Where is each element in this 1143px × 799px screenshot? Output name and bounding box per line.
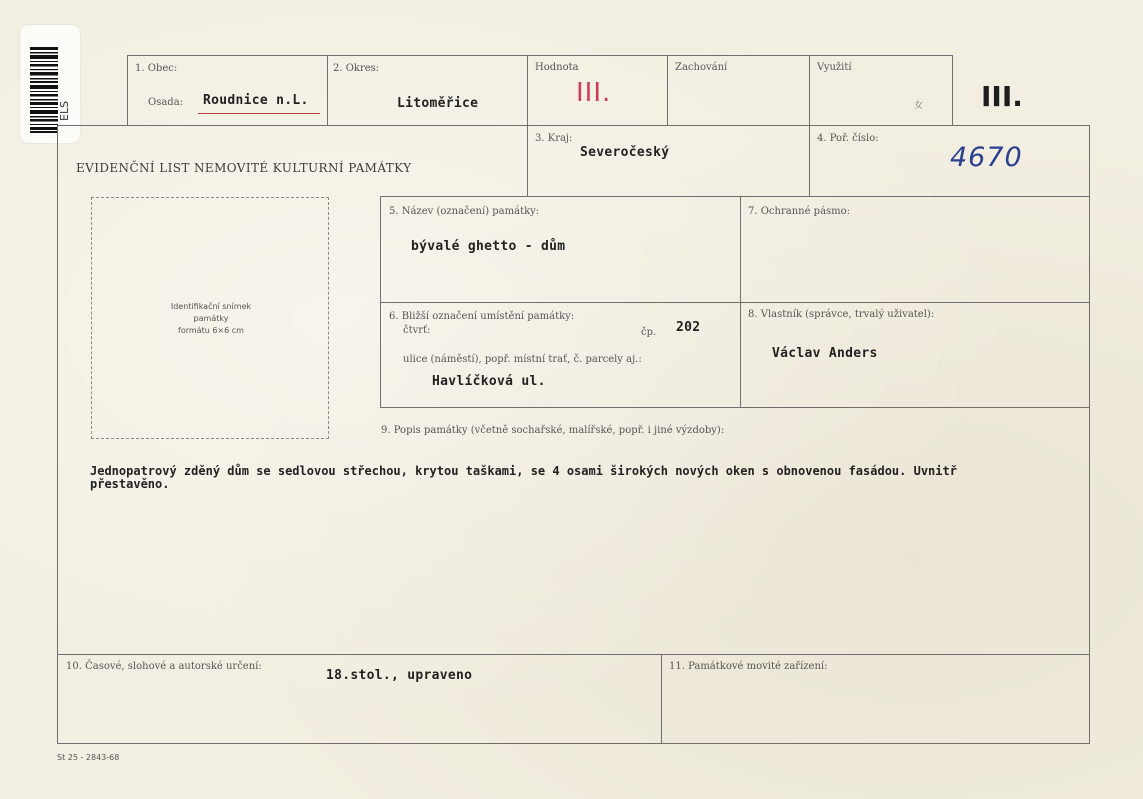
ochranne-pasmo-label: 7. Ochranné pásmo: — [748, 206, 851, 217]
popis-label: 9. Popis památky (včetně sochařské, malířské, popř. i jiné výzdoby): — [381, 425, 725, 436]
movite-zarizeni-label: 11. Památkové movité zařízení: — [669, 661, 828, 672]
form-title: EVIDENČNÍ LIST NEMOVITÉ KULTURNÍ PAMÁTKY — [76, 161, 412, 175]
kraj-label: 3. Kraj: — [535, 133, 573, 144]
por-cislo-value: 4670 — [950, 142, 1023, 173]
cp-label: čp. — [641, 327, 657, 338]
osada-label: Osada: — [148, 97, 184, 108]
vlastnik-label: 8. Vlastník (správce, trvalý uživatel): — [748, 309, 935, 320]
photo-label-line2: památky — [193, 314, 229, 323]
hodnota-label: Hodnota — [535, 62, 579, 73]
barcode-icon — [30, 47, 58, 133]
hodnota-value: III. — [576, 78, 612, 108]
footer-code: St 25 - 2843-68 — [57, 753, 120, 762]
zachovani-label: Zachování — [675, 62, 728, 73]
vyuziti-label: Využití — [817, 62, 852, 73]
popis-line1: Jednopatrový zděný dům se sedlovou střechou, krytou taškami, se 4 osami širokých nových oken s obnovenou fasádou. Uvnitř — [90, 464, 957, 478]
photo-label-line3: formátu 6×6 cm — [178, 326, 244, 335]
ulice-label: ulice (náměstí), popř. místní trať, č. parcely aj.: — [403, 354, 642, 365]
vlastnik-value: Václav Anders — [772, 346, 878, 361]
nazev-label: 5. Název (označení) památky: — [389, 206, 540, 217]
casove-value: 18.stol., upraveno — [326, 668, 473, 683]
barcode-label: ELS — [58, 100, 71, 121]
photo-label-line1: Identifikační snímek — [170, 302, 252, 311]
umisteni-label: 6. Bližší označení umístění památky: — [389, 311, 575, 322]
class-value: III. — [981, 80, 1023, 113]
photo-placeholder — [91, 197, 329, 439]
obec-label: 1. Obec: — [135, 63, 178, 74]
casove-label: 10. Časové, slohové a autorské určení: — [66, 661, 262, 672]
osada-value: Roudnice n.L. — [203, 93, 309, 108]
osada-underline — [198, 113, 320, 114]
cp-value: 202 — [676, 320, 701, 335]
nazev-value: bývalé ghetto - dům — [411, 239, 566, 254]
okres-label: 2. Okres: — [333, 63, 380, 74]
popis-line2: přestavěno. — [90, 477, 170, 491]
kraj-value: Severočeský — [580, 145, 670, 160]
por-cislo-label: 4. Poř. číslo: — [817, 133, 879, 144]
okres-value: Litoměřice — [397, 96, 479, 111]
ctvrt-label: čtvrť: — [403, 325, 431, 336]
vyuziti-mark: ⼥ — [914, 101, 924, 111]
ulice-value: Havlíčková ul. — [432, 374, 546, 389]
